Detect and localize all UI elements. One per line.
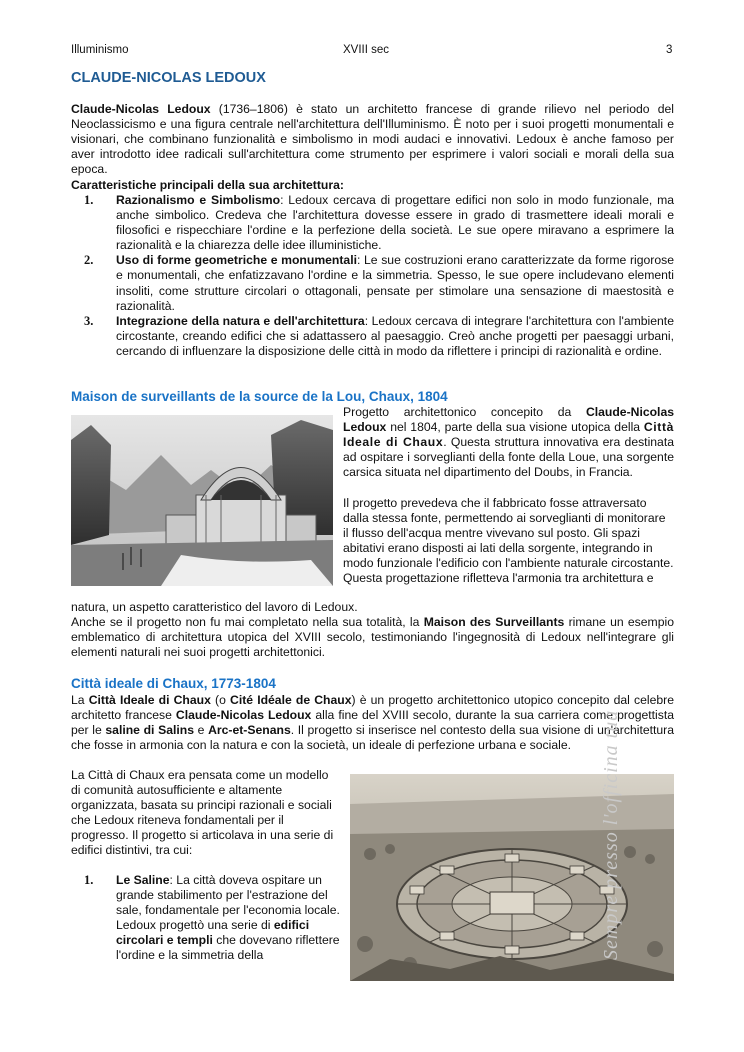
feature-number: 2.: [84, 253, 94, 268]
feature-text: : Ledoux cercava di integrare l'architettura con l'ambiente circostante, creando edifici che si adattassero al paesaggio. Creò anche progetti per paesaggi urbani, cercando di influenzare la disposizione delle città in modo da riflettere i principi di razionalità e ordine.: [116, 313, 674, 358]
chaux-p1-c: (o: [210, 693, 231, 707]
feature-title: Uso di forme geometriche e monumentali: [116, 253, 357, 268]
chaux-item-text: [84, 873, 342, 964]
chaux-p1-k: . Il progetto si inserisce nel contesto della sua visione di un'architettura che fosse in armonia con la natura e con la società, un ideale di perfezione urbana e sociale.: [71, 723, 674, 753]
chaux-p1-f: Claude-Nicolas Ledoux: [175, 708, 312, 723]
chaux-p2: La Città di Chaux era pensata come un modello di comunità autosufficiente e altamente organizzata, basata su principi razionali e sociali che Ledoux riteneva fondamentali per il progresso. Il progetto si articolava in una serie di edifici distintivi, tra cui:: [71, 768, 334, 858]
maison-p2-tail: natura, un aspetto caratteristico del lavoro di Ledoux.: [71, 600, 358, 614]
maison-p1-a: Progetto architettonico concepito da: [343, 405, 586, 419]
chaux-p1-d: Cité Idéale de Chaux: [230, 693, 352, 707]
intro-text: (1736–1806) è stato un architetto francese di grande rilievo nel periodo del Neoclassicismo e una figura centrale nell'architettura dell'Illuminismo. È noto per i suoi progetti monumentali e visionari, che combinano funzionalità e simbolismo in modi audaci e innovativi. Ledoux è anche famoso per aver introdotto idee radicali sull'architettura come strumento per esprimere i valori sociali e morali della sua epoca.: [71, 102, 675, 177]
header-center: XVIII sec: [343, 44, 390, 56]
maison-illustration: [71, 415, 333, 586]
chaux-item-a: : La città doveva ospitare un grande stabilimento per l'estrazione del sale, fondamentale per l'economia locale. Ledoux progettò una serie di: [116, 873, 340, 933]
chaux-p1-a: La: [71, 693, 89, 707]
chaux-item-title: Le Saline: [116, 873, 170, 887]
feature-item: [84, 314, 674, 359]
maison-p3-c: rimane un esempio emblematico di architettura utopica del XVIII secolo, testimoniando l'ingegnosità di Ledoux nell'integrare gli elementi naturali nei suoi progetti architettonici.: [71, 615, 674, 660]
features-list: [84, 193, 674, 359]
feature-title: Integrazione della natura e dell'architettura: [116, 313, 365, 328]
watermark-text: Sempre presso l'officina tua: [600, 709, 622, 960]
maison-p1-c: nel 1804, parte della sua visione utopica della: [386, 420, 644, 435]
feature-text: : Ledoux cercava di progettare edifici non solo in modo funzionale, ma anche simbolico. Credeva che l'architettura dovesse essere in grado di trasmettere ideali morali e filosofici e rispecchiare l'ordine e la perfezione della società. Le sue opere miravano a esprimere la razionalità e la chiarezza delle idee illuministiche.: [116, 193, 674, 253]
chaux-list-item: [84, 873, 342, 964]
maison-p2: Il progetto prevedeva che il fabbricato fosse attraversato dalla stessa fonte, permettendo ai sorveglianti di monitorare il flusso dell'acqua mentre vivevano sul posto. Gli spazi abitativi erano disposti ai lati della sorgente, integrando in modo funzionale l'edificio con l'ambiente naturale circostante. Questa progettazione rifletteva l'armonia tra architettura e: [343, 496, 674, 586]
maison-p3: [71, 615, 674, 660]
feature-number: 3.: [84, 313, 94, 328]
chaux-p1-g: alla fine del XVIII secolo, durante la sua carriera come progettista per le: [71, 708, 674, 738]
chaux-p1: [71, 693, 674, 753]
chaux-item-c: che dovevano riflettere l'ordine e la simmetria della: [116, 933, 340, 963]
feature-text: : Le sue costruzioni erano caratterizzate da forme rigorose e monumentali, che enfatizzavano l'ordine e la simmetria. Spesso, le sue opere includevano elementi insoliti, come strutture circolari o ottagonali, pensate per stimolare una sensazione di maestosità e razionalità.: [116, 253, 674, 313]
feature-number: 1.: [84, 193, 94, 207]
maison-p1: [343, 405, 674, 480]
features-heading: Caratteristiche principali della sua architettura:: [71, 178, 344, 192]
maison-heading: Maison de surveillants de la source de la Lou, Chaux, 1804: [71, 389, 448, 404]
feature-title: Razionalismo e Simbolismo: [116, 193, 281, 207]
page-title: CLAUDE-NICOLAS LEDOUX: [71, 70, 266, 86]
intro-paragraph: [71, 102, 674, 177]
maison-p1-b: Claude-Nicolas Ledoux: [343, 405, 674, 435]
maison-p1-e: . Questa struttura innovativa era destinata ad ospitare i sorveglianti della fonte della Loue, una sorgente carsica situata nel dipartimento del Doubs, in Francia.: [343, 435, 674, 480]
chaux-p1-j: Arc-et-Senans: [208, 723, 291, 738]
chaux-p1-i: e: [194, 723, 209, 738]
maison-p3-b: Maison des Surveillants: [423, 615, 565, 629]
chaux-p1-b: Città Ideale di Chaux: [88, 693, 211, 707]
chaux-p1-h: saline di Salins: [105, 723, 194, 738]
chaux-item-b: edifici circolari e templi: [116, 918, 310, 948]
chaux-item-number: 1.: [84, 873, 94, 887]
maison-p3-a: Anche se il progetto non fu mai completato nella sua totalità, la: [71, 615, 424, 629]
maison-p1-d: Città Ideale di Chaux: [343, 420, 674, 450]
chaux-p1-e: ) è un progetto architettonico utopico concepito dal celebre architetto francese: [71, 693, 675, 723]
intro-name: Claude-Nicolas Ledoux: [71, 102, 211, 116]
page-number: 3: [666, 44, 673, 56]
chaux-heading: Città ideale di Chaux, 1773-1804: [71, 676, 276, 691]
header-left: Illuminismo: [71, 44, 129, 56]
feature-item: [84, 193, 674, 253]
feature-item: [84, 253, 674, 313]
